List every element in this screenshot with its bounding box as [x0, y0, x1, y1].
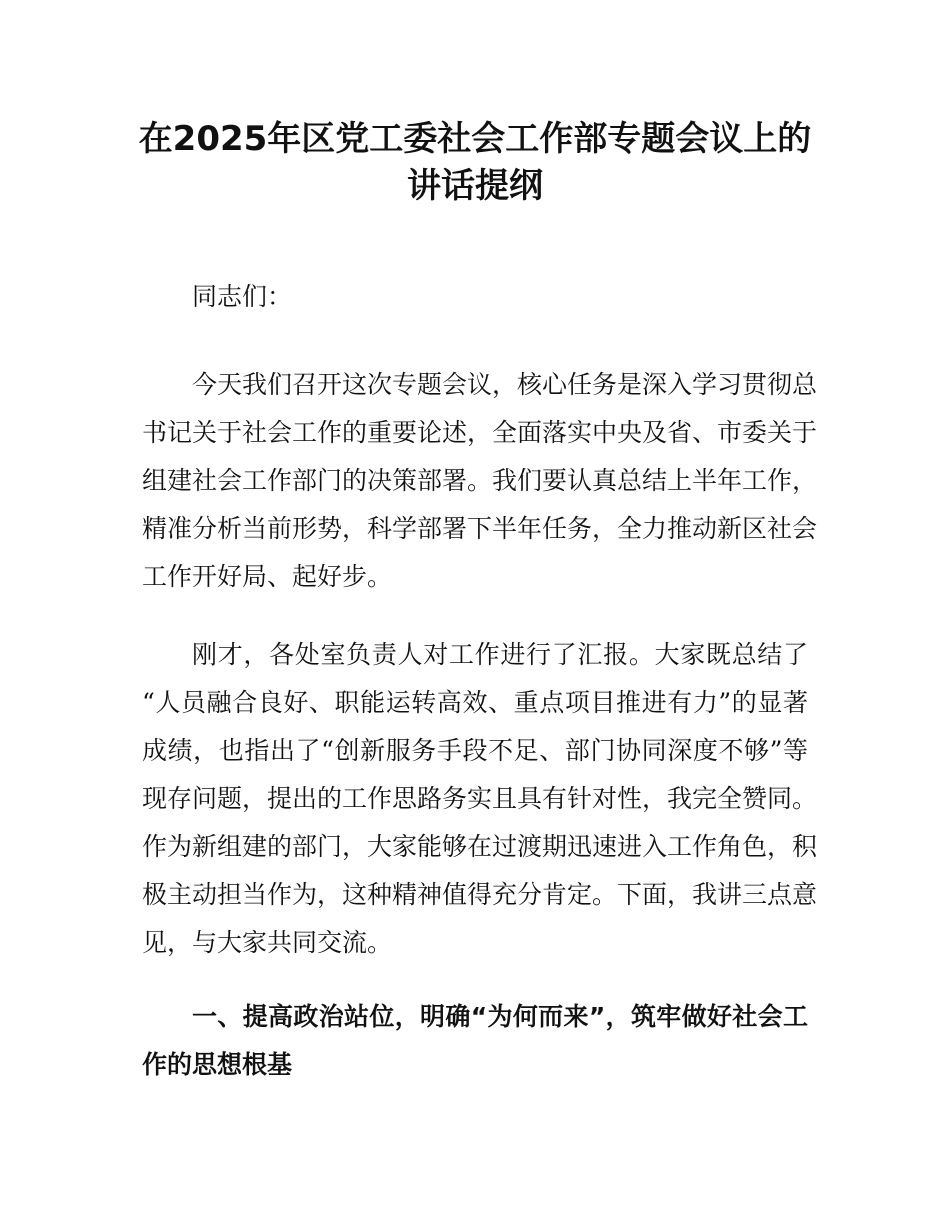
title-line-1: 在2025年区党工委社会工作部专题会议上的: [138, 119, 812, 159]
greeting: [142, 273, 808, 321]
section-heading-1: [142, 993, 808, 1089]
paragraph-line: 极主动担当作为，这种精神值得充分肯定。下面，我讲三点意: [142, 880, 818, 909]
paragraph-line: 今天我们召开这次专题会议，核心任务是深入学习贯彻总: [192, 370, 818, 399]
heading-line: 一、提高政治站位，明确“为何而来”，筑牢做好社会工: [192, 1002, 808, 1031]
paragraph-line: 精准分析当前形势，科学部署下半年任务，全力推动新区社会: [142, 514, 818, 543]
paragraph-line: 组建社会工作部门的决策部署。我们要认真总结上半年工作，: [142, 466, 818, 495]
greeting-text: 同志们：: [192, 282, 293, 311]
paragraph-1: [142, 361, 818, 601]
paragraph-line: 工作开好局、起好步。: [142, 562, 393, 591]
paragraph-line: “人员融合良好、职能运转高效、重点项目推进有力”的显著: [142, 688, 808, 717]
title-line-2: 讲话提纲: [407, 166, 543, 206]
paragraph-line: 刚才，各处室负责人对工作进行了汇报。大家既总结了: [192, 640, 808, 669]
paragraph-line: 书记关于社会工作的重要论述，全面落实中央及省、市委关于: [142, 418, 818, 447]
paragraph-line: 现存问题，提出的工作思路务实且具有针对性，我完全赞同。: [142, 784, 818, 813]
paragraph-line: 作为新组建的部门，大家能够在过渡期迅速进入工作角色，积: [142, 832, 818, 861]
document-title: [0, 116, 950, 210]
paragraph-2: [142, 631, 818, 967]
heading-line: 作的思想根基: [142, 1050, 293, 1079]
paragraph-line: 见，与大家共同交流。: [142, 928, 393, 957]
paragraph-line: 成绩，也指出了“创新服务手段不足、部门协同深度不够”等: [142, 736, 808, 765]
